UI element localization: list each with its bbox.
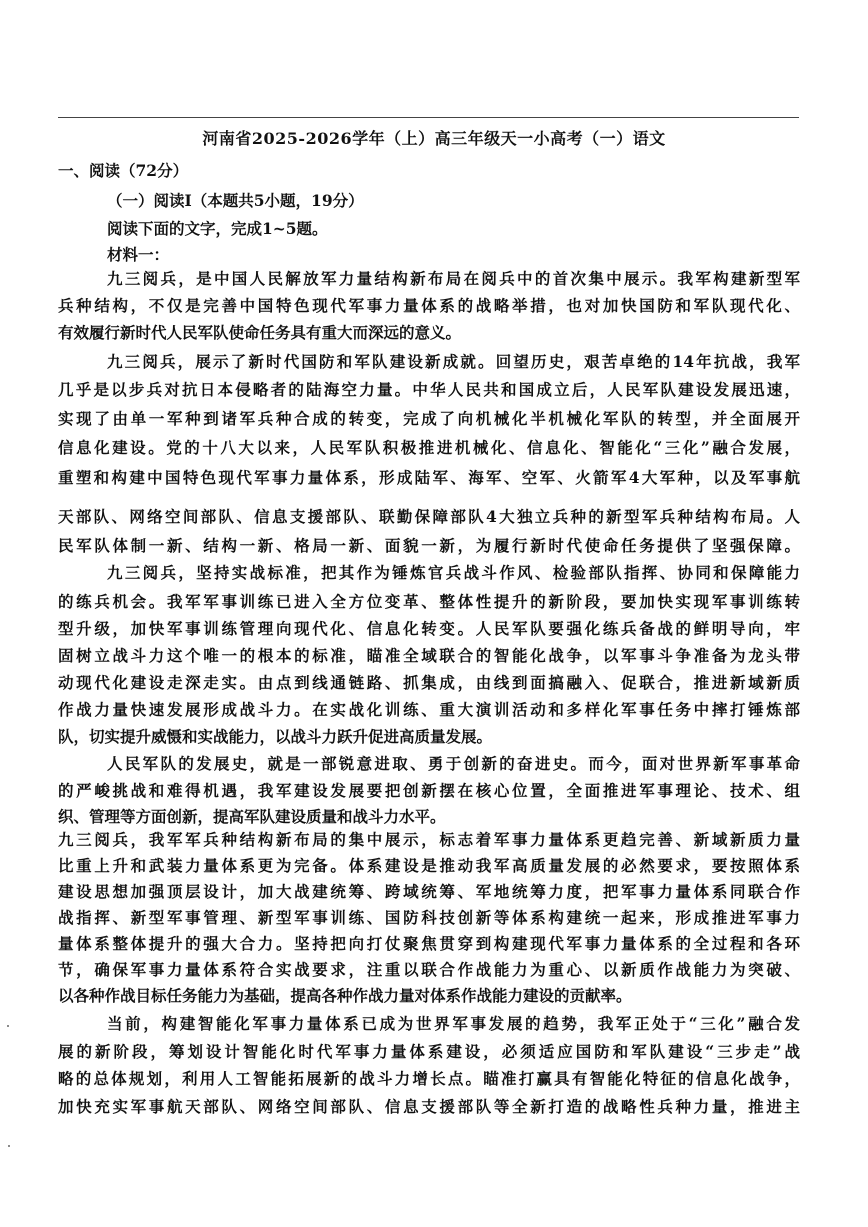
- header-rule: [58, 117, 799, 118]
- passage-line: 九三阅兵，坚持实战标准，把其作为锤炼官兵战斗作风、检验部队指挥、协同和保障能力: [107, 563, 800, 582]
- passage-line: 队，切实提升威慑和实战能力，以战斗力跃升促进高质量发展。: [58, 727, 493, 746]
- passage-line: 战指挥、新型军事管理、新型军事训练、国防科技创新等体系构建统一起来，形成推进军事力: [58, 908, 800, 927]
- passage-line: 有效履行新时代人民军队使命任务具有重大而深远的意义。: [58, 323, 462, 342]
- passage-line: 九三阅兵，展示了新时代国防和军队建设新成就。回望历史，艰苦卓绝的14年抗战，我军: [107, 352, 800, 371]
- passage-line: 展的新阶段，筹划设计智能化时代军事力量体系建设，必须适应国防和军队建设“三步走”战: [58, 1042, 800, 1061]
- passage-line: 型升级，加快军事训练管理向现代化、信息化转变。人民军队要强化练兵备战的鲜明导向，牢: [58, 619, 800, 638]
- passage-line: 动现代化建设走深走实。由点到线通链路、抓集成，由线到面搞融入、促联合，推进新域新质: [58, 673, 800, 692]
- scan-speck: [7, 1025, 9, 1027]
- passage-line: 九三阅兵，是中国人民解放军力量结构新布局在阅兵中的首次集中展示。我军构建新型军: [107, 269, 800, 288]
- passage-line: 作战力量快速发展形成战斗力。在实战化训练、重大演训活动和多样化军事任务中摔打锤炼部: [58, 700, 800, 719]
- passage-line: 民军队体制一新、结构一新、格局一新、面貌一新，为履行新时代使命任务提供了坚强保障。: [58, 536, 800, 555]
- passage-line: 当前，构建智能化军事力量体系已成为世界军事发展的趋势，我军正处于“三化”融合发: [107, 1014, 800, 1033]
- passage-line: 以各种作战目标任务能力为基础，提高各种作战力量对体系作战能力建设的贡献率。: [58, 986, 632, 1005]
- passage-line: 重塑和构建中国特色现代军事力量体系，形成陆军、海军、空军、火箭军4大军种，以及军事航: [58, 468, 800, 487]
- passage-line: 的严峻挑战和难得机遇，我军建设发展要把创新摆在核心位置，全面推进军事理论、技术、组: [58, 781, 800, 800]
- passage-line: 建设思想加强顶层设计，加大战建统筹、跨域统筹、军地统筹力度，把军事力量体系同联合作: [58, 882, 800, 901]
- passage-line: 兵种结构，不仅是完善中国特色现代军事力量体系的战略举措，也对加快国防和军队现代化、: [58, 296, 800, 315]
- subsection-heading: （一）阅读Ⅰ（本题共5小题，19分）: [107, 191, 364, 210]
- scan-speck: [8, 1145, 10, 1147]
- reading-instruction: 阅读下面的文字，完成1~5题。: [107, 219, 328, 238]
- passage-line: 节，确保军事力量体系符合实战要求，注重以联合作战能力为重心、以新质作战能力为突破、: [58, 960, 800, 979]
- exam-title: 河南省2025-2026学年（上）高三年级天一小高考（一）语文: [202, 129, 666, 148]
- passage-line: 人民军队的发展史，就是一部锐意进取、勇于创新的奋进史。而今，面对世界新军事革命: [107, 754, 800, 773]
- passage-line: 织、管理等方面创新，提高军队建设质量和战斗力水平。: [58, 807, 446, 826]
- passage-line: 的练兵机会。我军军事训练已进入全方位变革、整体性提升的新阶段，要加快实现军事训练转: [58, 592, 800, 611]
- passage-line: 固树立战斗力这个唯一的根本的标准，瞄准全域联合的智能化战争，以军事斗争准备为龙头带: [58, 646, 800, 665]
- passage-line: 比重上升和武装力量体系更为完备。体系建设是推动我军高质量发展的必然要求，要按照体系: [58, 856, 800, 875]
- passage-line: 略的总体规划，利用人工智能拓展新的战斗力增长点。瞄准打赢具有智能化特征的信息化战争，: [58, 1069, 800, 1088]
- passage-line: 信息化建设。党的十八大以来，人民军队积极推进机械化、信息化、智能化“三化”融合发展，: [58, 438, 800, 457]
- passage-line: 量体系整体提升的强大合力。坚持把向打仗聚焦贯穿到构建现代军事力量体系的全过程和各环: [58, 934, 800, 953]
- passage-line: 加快充实军事航天部队、网络空间部队、信息支援部队等全新打造的战略性兵种力量，推进主: [58, 1097, 800, 1116]
- passage-line: 九三阅兵，我军军兵种结构新布局的集中展示，标志着军事力量体系更趋完善、新域新质力量: [58, 830, 800, 849]
- passage-line: 几乎是以步兵对抗日本侵略者的陆海空力量。中华人民共和国成立后，人民军队建设发展迅速，: [58, 380, 800, 399]
- passage-line: 实现了由单一军种到诸军兵种合成的转变，完成了向机械化半机械化军队的转型，并全面展开: [58, 409, 800, 428]
- section-heading: 一、阅读（72分）: [58, 161, 189, 180]
- passage-line: 天部队、网络空间部队、信息支援部队、联勤保障部队4大独立兵种的新型军兵种结构布局。人: [58, 507, 800, 526]
- material-label: 材料一：: [107, 245, 170, 264]
